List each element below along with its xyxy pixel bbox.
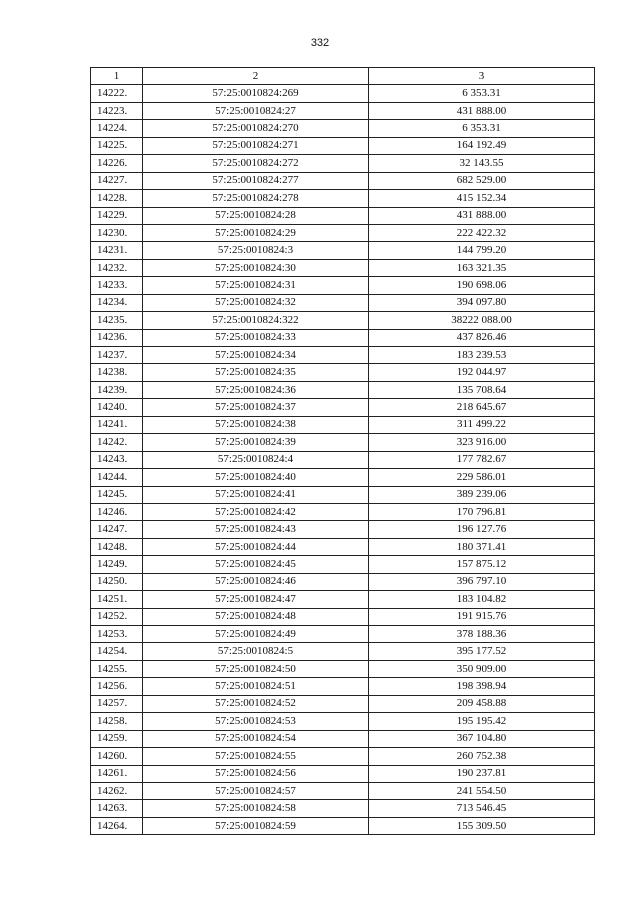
table-row — [91, 364, 595, 381]
cadastral-value: 323 916.00 — [369, 434, 595, 451]
cadastral-number: 57:25:0010824:46 — [143, 573, 369, 590]
cadastral-number: 57:25:0010824:36 — [143, 381, 369, 398]
cadastral-value: 183 239.53 — [369, 347, 595, 364]
row-number: 14254. — [91, 643, 143, 660]
row-number: 14244. — [91, 469, 143, 486]
cadastral-number: 57:25:0010824:270 — [143, 120, 369, 137]
row-number: 14243. — [91, 451, 143, 468]
cadastral-value: 183 104.82 — [369, 591, 595, 608]
cadastral-number: 57:25:0010824:41 — [143, 486, 369, 503]
table-row — [91, 277, 595, 294]
row-number: 14234. — [91, 294, 143, 311]
cadastral-number: 57:25:0010824:277 — [143, 172, 369, 189]
table-row — [91, 172, 595, 189]
table-row — [91, 85, 595, 102]
cadastral-value: 6 353.31 — [369, 85, 595, 102]
table-row — [91, 660, 595, 677]
table-row — [91, 591, 595, 608]
table-row — [91, 155, 595, 172]
cadastral-value: 195 195.42 — [369, 713, 595, 730]
table-body — [91, 85, 595, 835]
row-number: 14263. — [91, 800, 143, 817]
table-row — [91, 521, 595, 538]
cadastral-value: 135 708.64 — [369, 381, 595, 398]
row-number: 14250. — [91, 573, 143, 590]
table-row — [91, 242, 595, 259]
cadastral-number: 57:25:0010824:42 — [143, 503, 369, 520]
header-col-1: 1 — [91, 68, 143, 85]
row-number: 14238. — [91, 364, 143, 381]
row-number: 14255. — [91, 660, 143, 677]
row-number: 14264. — [91, 817, 143, 834]
cadastral-number: 57:25:0010824:55 — [143, 748, 369, 765]
cadastral-value: 437 826.46 — [369, 329, 595, 346]
row-number: 14247. — [91, 521, 143, 538]
cadastral-number: 57:25:0010824:57 — [143, 782, 369, 799]
row-number: 14259. — [91, 730, 143, 747]
cadastral-number: 57:25:0010824:48 — [143, 608, 369, 625]
row-number: 14241. — [91, 416, 143, 433]
table-row — [91, 643, 595, 660]
cadastral-value: 396 797.10 — [369, 573, 595, 590]
cadastral-number: 57:25:0010824:269 — [143, 85, 369, 102]
row-number: 14262. — [91, 782, 143, 799]
cadastral-number: 57:25:0010824:271 — [143, 137, 369, 154]
table-row — [91, 626, 595, 643]
cadastral-value: 713 546.45 — [369, 800, 595, 817]
row-number: 14256. — [91, 678, 143, 695]
cadastral-value: 170 796.81 — [369, 503, 595, 520]
table-row — [91, 573, 595, 590]
cadastral-number: 57:25:0010824:59 — [143, 817, 369, 834]
cadastral-value: 431 888.00 — [369, 102, 595, 119]
table-row — [91, 329, 595, 346]
cadastral-number: 57:25:0010824:5 — [143, 643, 369, 660]
cadastral-number: 57:25:0010824:58 — [143, 800, 369, 817]
table-row — [91, 748, 595, 765]
cadastral-value: 38222 088.00 — [369, 312, 595, 329]
cadastral-value: 190 237.81 — [369, 765, 595, 782]
table-row — [91, 224, 595, 241]
cadastral-number: 57:25:0010824:272 — [143, 155, 369, 172]
table-row — [91, 782, 595, 799]
cadastral-number: 57:25:0010824:38 — [143, 416, 369, 433]
cadastral-number: 57:25:0010824:28 — [143, 207, 369, 224]
table-row — [91, 695, 595, 712]
cadastral-value: 395 177.52 — [369, 643, 595, 660]
row-number: 14227. — [91, 172, 143, 189]
table-row — [91, 817, 595, 834]
row-number: 14223. — [91, 102, 143, 119]
cadastral-value: 209 458.88 — [369, 695, 595, 712]
row-number: 14236. — [91, 329, 143, 346]
table-row — [91, 800, 595, 817]
cadastral-value: 32 143.55 — [369, 155, 595, 172]
cadastral-number: 57:25:0010824:53 — [143, 713, 369, 730]
cadastral-number: 57:25:0010824:322 — [143, 312, 369, 329]
row-number: 14239. — [91, 381, 143, 398]
table-row — [91, 434, 595, 451]
cadastral-number: 57:25:0010824:40 — [143, 469, 369, 486]
row-number: 14237. — [91, 347, 143, 364]
table-row — [91, 399, 595, 416]
cadastral-number: 57:25:0010824:44 — [143, 538, 369, 555]
table-row — [91, 381, 595, 398]
header-row — [91, 68, 595, 85]
cadastral-number: 57:25:0010824:278 — [143, 190, 369, 207]
cadastral-value: 191 915.76 — [369, 608, 595, 625]
table-row — [91, 765, 595, 782]
table-row — [91, 207, 595, 224]
cadastral-value: 157 875.12 — [369, 556, 595, 573]
cadastral-value: 198 398.94 — [369, 678, 595, 695]
row-number: 14240. — [91, 399, 143, 416]
cadastral-number: 57:25:0010824:45 — [143, 556, 369, 573]
table-header — [91, 68, 595, 85]
cadastral-number: 57:25:0010824:37 — [143, 399, 369, 416]
cadastral-value: 431 888.00 — [369, 207, 595, 224]
row-number: 14228. — [91, 190, 143, 207]
table-row — [91, 469, 595, 486]
cadastral-number: 57:25:0010824:33 — [143, 329, 369, 346]
cadastral-value: 218 645.67 — [369, 399, 595, 416]
cadastral-number: 57:25:0010824:3 — [143, 242, 369, 259]
table-row — [91, 102, 595, 119]
cadastral-number: 57:25:0010824:51 — [143, 678, 369, 695]
cadastral-number: 57:25:0010824:54 — [143, 730, 369, 747]
cadastral-value: 190 698.06 — [369, 277, 595, 294]
cadastral-value: 350 909.00 — [369, 660, 595, 677]
cadastral-number: 57:25:0010824:49 — [143, 626, 369, 643]
table-row — [91, 347, 595, 364]
cadastral-value: 6 353.31 — [369, 120, 595, 137]
table-row — [91, 312, 595, 329]
cadastral-value: 196 127.76 — [369, 521, 595, 538]
table-row — [91, 730, 595, 747]
row-number: 14224. — [91, 120, 143, 137]
header-col-2: 2 — [143, 68, 369, 85]
cadastral-value: 394 097.80 — [369, 294, 595, 311]
table-row — [91, 259, 595, 276]
table-row — [91, 678, 595, 695]
row-number: 14249. — [91, 556, 143, 573]
header-col-3: 3 — [369, 68, 595, 85]
table-row — [91, 190, 595, 207]
row-number: 14242. — [91, 434, 143, 451]
cadastral-value: 222 422.32 — [369, 224, 595, 241]
registry-table — [90, 67, 595, 835]
cadastral-number: 57:25:0010824:32 — [143, 294, 369, 311]
cadastral-number: 57:25:0010824:50 — [143, 660, 369, 677]
cadastral-value: 311 499.22 — [369, 416, 595, 433]
row-number: 14252. — [91, 608, 143, 625]
table-row — [91, 608, 595, 625]
row-number: 14257. — [91, 695, 143, 712]
cadastral-value: 415 152.34 — [369, 190, 595, 207]
cadastral-number: 57:25:0010824:29 — [143, 224, 369, 241]
row-number: 14230. — [91, 224, 143, 241]
row-number: 14246. — [91, 503, 143, 520]
table-row — [91, 503, 595, 520]
table-row — [91, 713, 595, 730]
row-number: 14258. — [91, 713, 143, 730]
cadastral-number: 57:25:0010824:35 — [143, 364, 369, 381]
cadastral-number: 57:25:0010824:52 — [143, 695, 369, 712]
row-number: 14231. — [91, 242, 143, 259]
row-number: 14229. — [91, 207, 143, 224]
cadastral-value: 229 586.01 — [369, 469, 595, 486]
cadastral-value: 192 044.97 — [369, 364, 595, 381]
table-row — [91, 538, 595, 555]
cadastral-number: 57:25:0010824:30 — [143, 259, 369, 276]
table-row — [91, 294, 595, 311]
row-number: 14261. — [91, 765, 143, 782]
cadastral-value: 367 104.80 — [369, 730, 595, 747]
cadastral-value: 389 239.06 — [369, 486, 595, 503]
row-number: 14235. — [91, 312, 143, 329]
cadastral-value: 260 752.38 — [369, 748, 595, 765]
row-number: 14260. — [91, 748, 143, 765]
cadastral-value: 144 799.20 — [369, 242, 595, 259]
table-row — [91, 416, 595, 433]
cadastral-number: 57:25:0010824:27 — [143, 102, 369, 119]
cadastral-number: 57:25:0010824:47 — [143, 591, 369, 608]
cadastral-value: 164 192.49 — [369, 137, 595, 154]
cadastral-number: 57:25:0010824:31 — [143, 277, 369, 294]
cadastral-value: 180 371.41 — [369, 538, 595, 555]
cadastral-number: 57:25:0010824:43 — [143, 521, 369, 538]
cadastral-value: 177 782.67 — [369, 451, 595, 468]
row-number: 14245. — [91, 486, 143, 503]
table-row — [91, 451, 595, 468]
cadastral-value: 378 188.36 — [369, 626, 595, 643]
cadastral-number: 57:25:0010824:39 — [143, 434, 369, 451]
table-row — [91, 556, 595, 573]
row-number: 14226. — [91, 155, 143, 172]
cadastral-number: 57:25:0010824:4 — [143, 451, 369, 468]
cadastral-number: 57:25:0010824:34 — [143, 347, 369, 364]
row-number: 14233. — [91, 277, 143, 294]
row-number: 14248. — [91, 538, 143, 555]
cadastral-value: 163 321.35 — [369, 259, 595, 276]
table-row — [91, 486, 595, 503]
cadastral-value: 682 529.00 — [369, 172, 595, 189]
table-row — [91, 120, 595, 137]
page-number: 332 — [310, 37, 330, 49]
cadastral-value: 155 309.50 — [369, 817, 595, 834]
row-number: 14225. — [91, 137, 143, 154]
row-number: 14251. — [91, 591, 143, 608]
row-number: 14222. — [91, 85, 143, 102]
row-number: 14253. — [91, 626, 143, 643]
cadastral-value: 241 554.50 — [369, 782, 595, 799]
table-row — [91, 137, 595, 154]
cadastral-number: 57:25:0010824:56 — [143, 765, 369, 782]
row-number: 14232. — [91, 259, 143, 276]
